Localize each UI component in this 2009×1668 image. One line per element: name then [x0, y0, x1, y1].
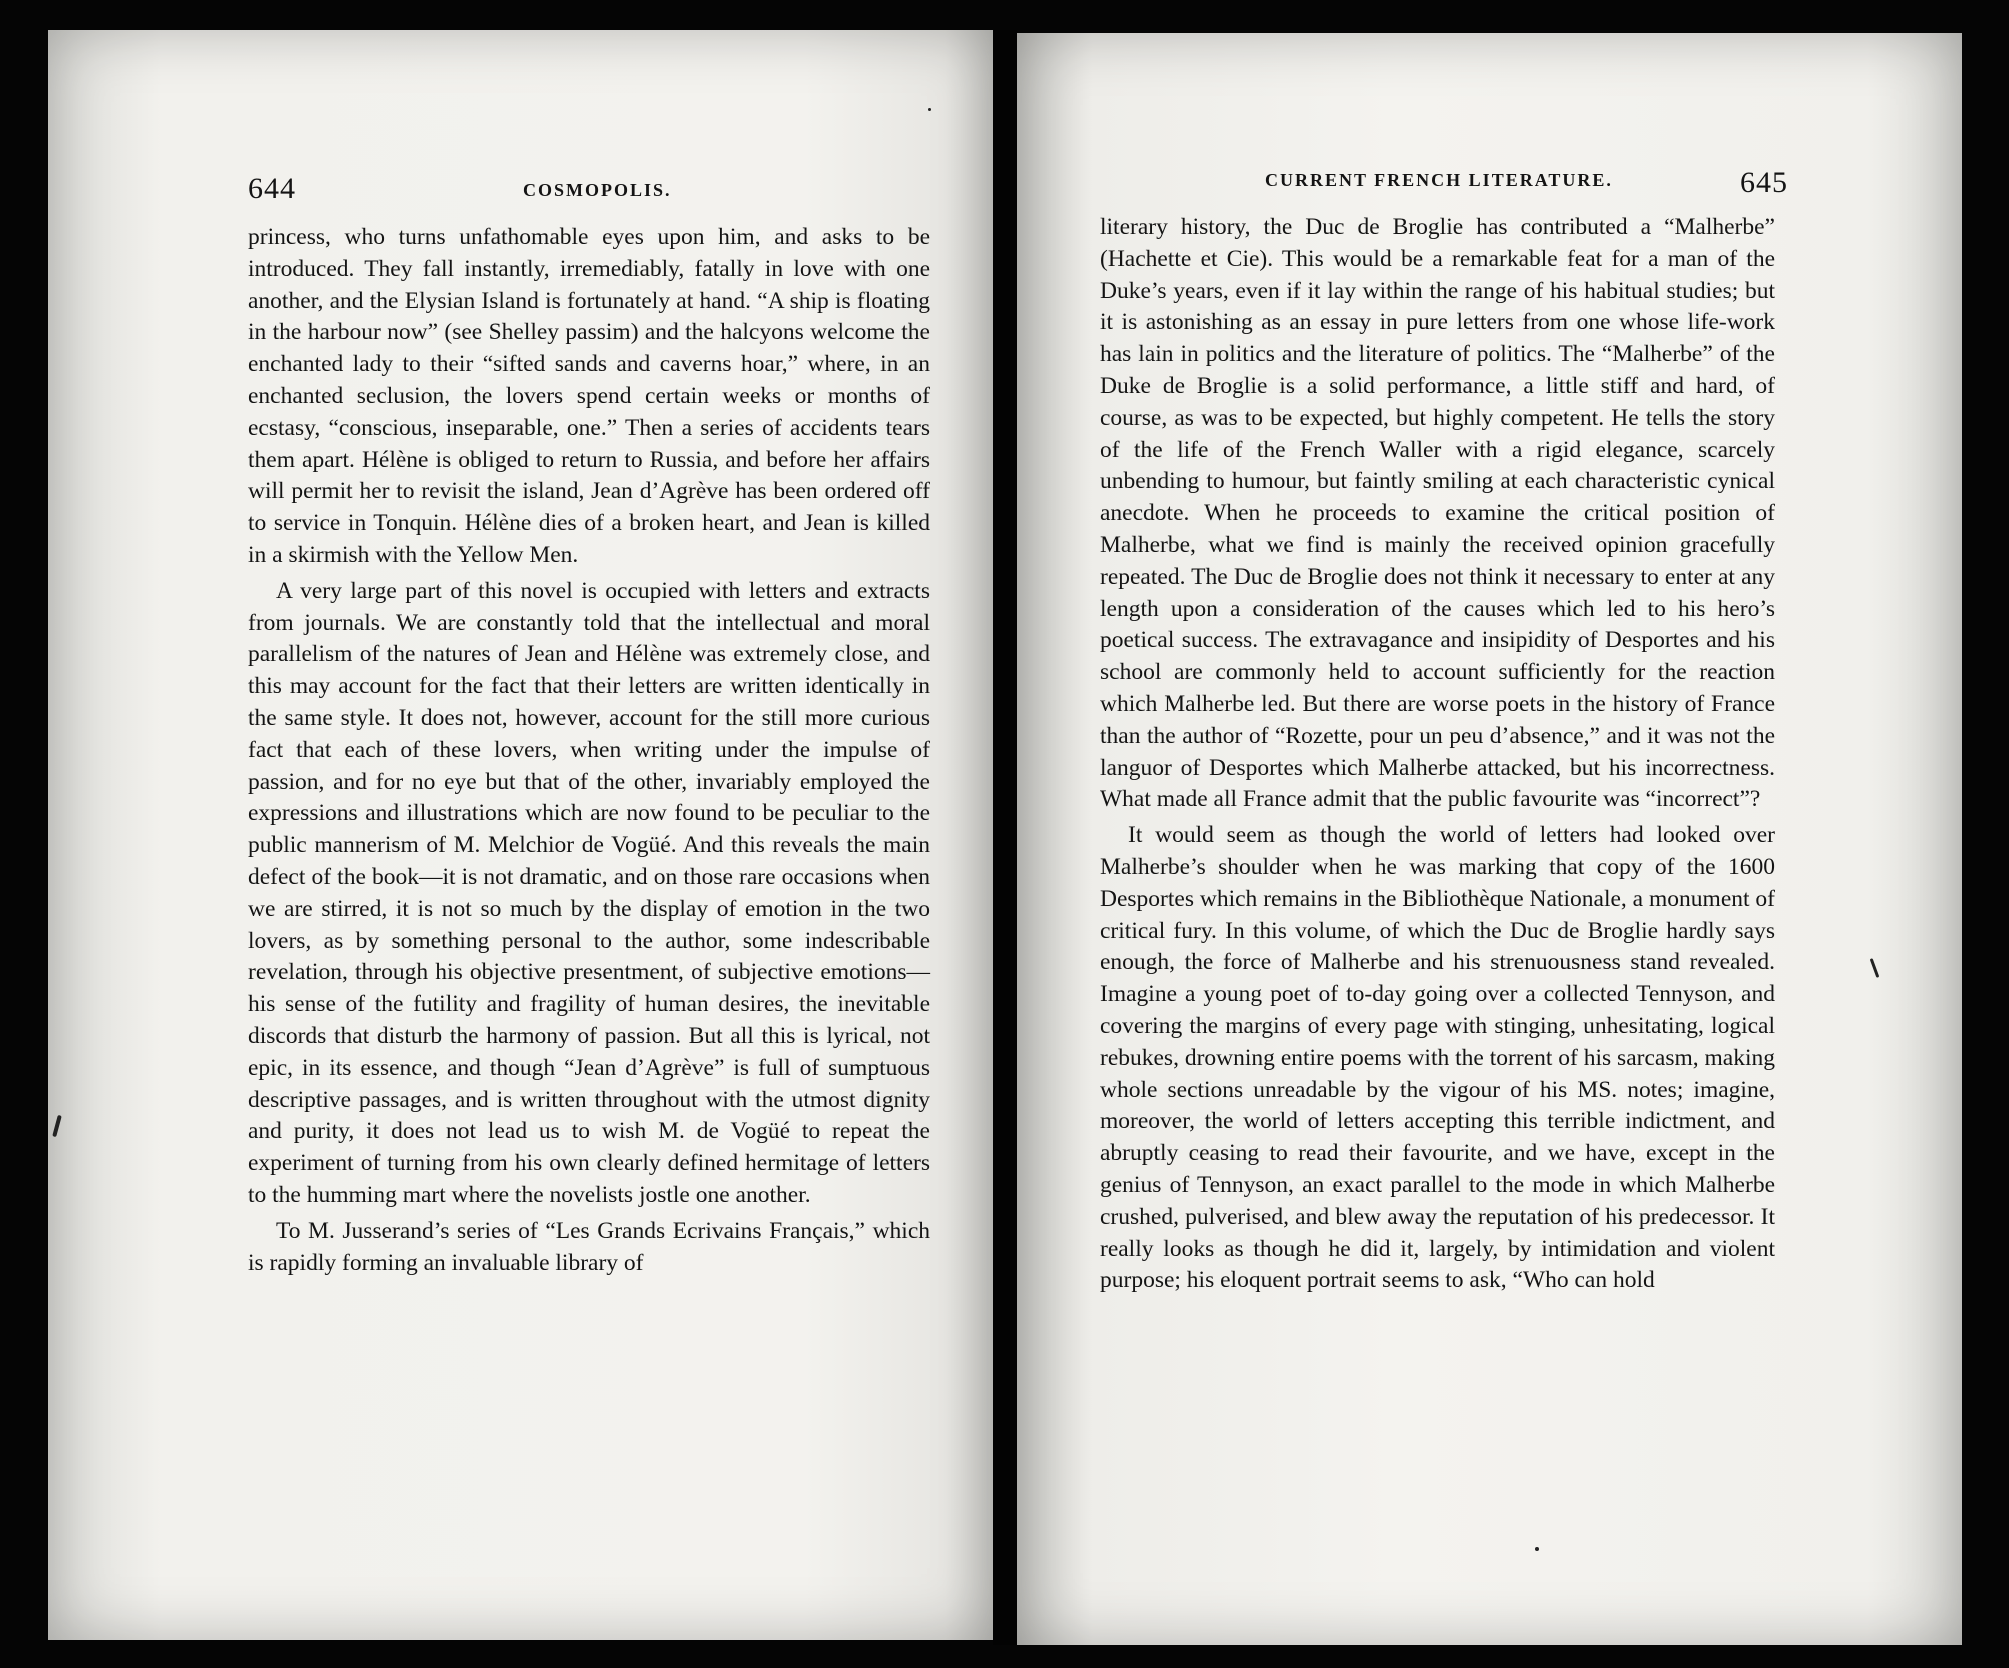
scan-speck: [928, 108, 931, 111]
left-paragraph-3: To M. Jusserand’s series of “Les Grands Ecrivains Français,” which is rapidly forming an invaluable library of: [248, 1217, 930, 1276]
left-page-number: 644: [248, 172, 296, 205]
left-paragraph-2: A very large part of this novel is occupied with letters and extracts from journals. We are constantly told that the intellectual and moral parallelism of the natures of Jean and Hélène was extremely close, and this may account for the fact that their letters are written identically in the same style. It does not, however, account for the still more curious fact that each of these lovers, when writing under the impulse of passion, and for no eye but that of the other, invariably employed the expressions and illustrations which are now found to be peculiar to the public mannerism of M. Melchior de Vogüé. And this reveals the main defect of the book—it is not dramatic, and on those rare occasions when we are stirred, it is not so much by the display of emotion in the two lovers, as by something personal to the author, some indescribable revelation, through his objective presentment, of subjective emotions—his sense of the futility and fragility of human desires, the inevitable discords that disturb the harmony of passion. But all this is lyrical, not epic, in its essence, and though “Jean d’Agrève” is full of sumptuous descriptive passages, and is written throughout with the utmost dignity and purity, it does not lead us to wish M. de Vogüé to repeat the experiment of turning from his own clearly defined hermitage of letters to the humming mart where the novelists jostle one another.: [248, 577, 930, 1208]
left-paragraph-1: princess, who turns unfathomable eyes upon him, and asks to be introduced. They fall instantly, irremediably, fatally in love with one another, and the Elysian Island is fortunately at hand. “A ship is floating in the harbour now” (see Shelley passim) and the halcyons welcome the enchanted lady to their “sifted sands and caverns hoar,” where, in an enchanted seclusion, the lovers spend certain weeks or months of ecstasy, “conscious, inseparable, one.” Then a series of accidents tears them apart. Hélène is obliged to return to Russia, and before her affairs will permit her to revisit the island, Jean d’Agrève has been ordered off to service in Tonquin. Hélène dies of a broken heart, and Jean is killed in a skirmish with the Yellow Men.: [248, 224, 930, 568]
left-text-block: [248, 222, 930, 1279]
right-running-title: CURRENT FRENCH LITERATURE.: [1265, 170, 1613, 190]
book-gutter: [993, 30, 1017, 1645]
scan-speck: [1535, 1547, 1539, 1551]
left-running-title: COSMOPOLIS.: [523, 180, 672, 200]
right-page-number: 645: [1740, 166, 1788, 199]
right-text-block: [1100, 212, 1775, 1297]
right-paragraph-1: literary history, the Duc de Broglie has contributed a “Malherbe” (Hachette et Cie). This would be a remarkable feat for a man of the Duke’s years, even if it lay within the range of his habitual studies; but it is astonishing as an essay in pure letters from one whose life-work has lain in politics and the literature of politics. The “Malherbe” of the Duke de Broglie is a solid performance, a little stiff and hard, of course, as was to be expected, but highly competent. He tells the story of the life of the French Waller with a rigid elegance, scarcely unbending to humour, but faintly smiling at each characteristic cynical anecdote. When he proceeds to examine the critical position of Malherbe, what we find is mainly the received opinion gracefully repeated. The Duc de Broglie does not think it necessary to enter at any length upon a consideration of the causes which led to his hero’s poetical success. The extravagance and insipidity of Desportes and his school are commonly held to account sufficiently for the reaction which Malherbe led. But there are worse poets in the history of France than the author of “Rozette, pour un peu d’absence,” and it was not the languor of Desportes which Malherbe attacked, but his incorrectness. What made all France admit that the public favourite was “incorrect”?: [1100, 214, 1775, 813]
right-paragraph-2: It would seem as though the world of letters had looked over Malherbe’s shoulder when he was marking that copy of the 1600 Desportes which remains in the Bibliothèque Nationale, a monument of critical fury. In this volume, of which the Duc de Broglie hardly says enough, the force of Malherbe and his strenuousness stand revealed. Imagine a young poet of to-day going over a collected Tennyson, and covering the margins of every page with stinging, unhesitating, logical rebukes, drowning entire poems with the torrent of his sarcasm, making whole sections unreadable by the vigour of his MS. notes; imagine, moreover, the world of letters accepting this terrible indictment, and abruptly ceasing to read their favourite, and we have, except in the genius of Tennyson, an exact parallel to the mode in which Malherbe crushed, pulverised, and blew away the reputation of his predecessor. It really looks as though he did it, largely, by intimidation and violent purpose; his eloquent portrait seems to ask, “Who can hold: [1100, 822, 1775, 1294]
